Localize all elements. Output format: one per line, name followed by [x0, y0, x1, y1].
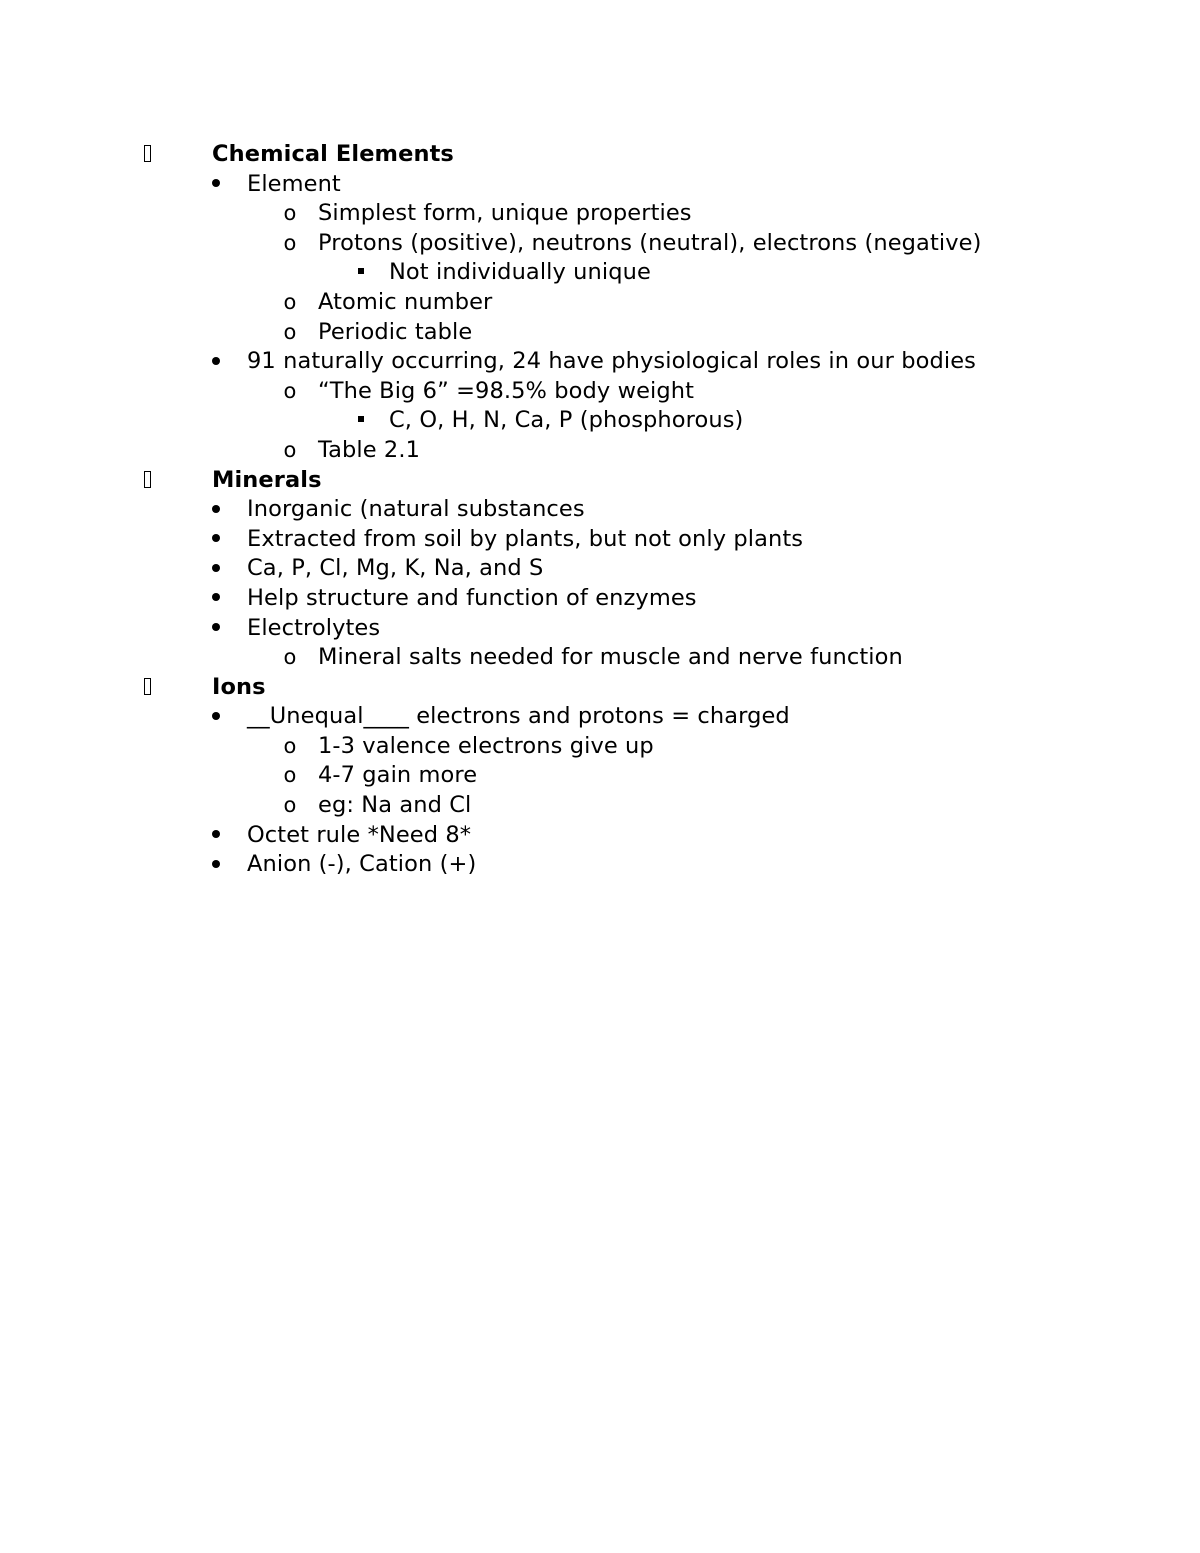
- circle-bullet-icon: o: [283, 763, 297, 788]
- circle-bullet-icon: o: [283, 733, 297, 758]
- bullet-dot-icon: [207, 495, 225, 525]
- circle-bullet-icon: o: [283, 793, 297, 818]
- section-heading: [0, 466, 1200, 496]
- circle-bullet-icon: o: [283, 201, 297, 226]
- list-item: [0, 229, 1200, 259]
- list-item: [0, 584, 1200, 614]
- list-item: [0, 791, 1200, 821]
- list-item: [0, 288, 1200, 318]
- list-item-text: __Unequal____ electrons and protons = charged: [247, 703, 790, 730]
- list-item: [0, 436, 1200, 466]
- circle-bullet-icon: o: [283, 378, 297, 403]
- list-item-text: eg: Na and Cl: [318, 792, 472, 819]
- bullet-dot-icon: [207, 614, 225, 644]
- list-item: [0, 199, 1200, 229]
- bullet-dot-icon: [207, 584, 225, 614]
- list-item-text: Protons (positive), neutrons (neutral), electrons (negative): [318, 229, 982, 256]
- list-item-text: Mineral salts needed for muscle and nerve function: [318, 644, 903, 671]
- list-item-text: Octet rule *Need 8*: [247, 821, 472, 848]
- list-item: [0, 318, 1200, 348]
- list-item: [0, 525, 1200, 555]
- list-item-text: Not individually unique: [389, 259, 651, 286]
- bullet-dot-icon: [207, 850, 225, 880]
- section-title: Ions: [212, 673, 266, 700]
- list-item: [0, 406, 1200, 436]
- list-item-text: Element: [247, 170, 341, 197]
- missing-glyph-box-icon: [138, 466, 156, 496]
- list-item: [0, 495, 1200, 525]
- list-item-text: Simplest form, unique properties: [318, 200, 692, 227]
- list-item-text: Ca, P, Cl, Mg, K, Na, and S: [247, 555, 544, 582]
- list-item: [0, 761, 1200, 791]
- list-item-text: 4-7 gain more: [318, 762, 478, 789]
- list-item-text: 91 naturally occurring, 24 have physiological roles in our bodies: [247, 348, 976, 375]
- circle-bullet-icon: o: [283, 230, 297, 255]
- list-item-text: Table 2.1: [318, 436, 421, 463]
- list-item-text: Periodic table: [318, 318, 473, 345]
- list-item: [0, 614, 1200, 644]
- list-item-text: “The Big 6” =98.5% body weight: [318, 377, 695, 404]
- list-item: [0, 258, 1200, 288]
- list-item-text: Help structure and function of enzymes: [247, 584, 697, 611]
- list-item-text: Atomic number: [318, 288, 493, 315]
- missing-glyph-box-icon: [138, 140, 156, 170]
- bullet-dot-icon: [207, 525, 225, 555]
- outline-document: [0, 140, 1200, 880]
- list-item-text: Electrolytes: [247, 614, 381, 641]
- bullet-dot-icon: [207, 554, 225, 584]
- list-item: [0, 170, 1200, 200]
- list-item: [0, 821, 1200, 851]
- circle-bullet-icon: o: [283, 437, 297, 462]
- section-heading: [0, 140, 1200, 170]
- list-item-text: 1-3 valence electrons give up: [318, 732, 654, 759]
- list-item-text: Extracted from soil by plants, but not only plants: [247, 525, 804, 552]
- bullet-dot-icon: [207, 347, 225, 377]
- square-bullet-icon: [352, 406, 370, 436]
- list-item: [0, 702, 1200, 732]
- list-item: [0, 347, 1200, 377]
- missing-glyph-box-icon: [138, 673, 156, 703]
- bullet-dot-icon: [207, 170, 225, 200]
- list-item: [0, 732, 1200, 762]
- list-item: [0, 554, 1200, 584]
- circle-bullet-icon: o: [283, 645, 297, 670]
- list-item: [0, 850, 1200, 880]
- section-heading: [0, 673, 1200, 703]
- circle-bullet-icon: o: [283, 319, 297, 344]
- bullet-dot-icon: [207, 702, 225, 732]
- section-title: Minerals: [212, 466, 322, 493]
- bullet-dot-icon: [207, 821, 225, 851]
- list-item-text: Inorganic (natural substances: [247, 496, 585, 523]
- list-item: [0, 377, 1200, 407]
- list-item: [0, 643, 1200, 673]
- list-item-text: C, O, H, N, Ca, P (phosphorous): [389, 407, 744, 434]
- square-bullet-icon: [352, 258, 370, 288]
- list-item-text: Anion (-), Cation (+): [247, 851, 477, 878]
- circle-bullet-icon: o: [283, 289, 297, 314]
- section-title: Chemical Elements: [212, 141, 454, 167]
